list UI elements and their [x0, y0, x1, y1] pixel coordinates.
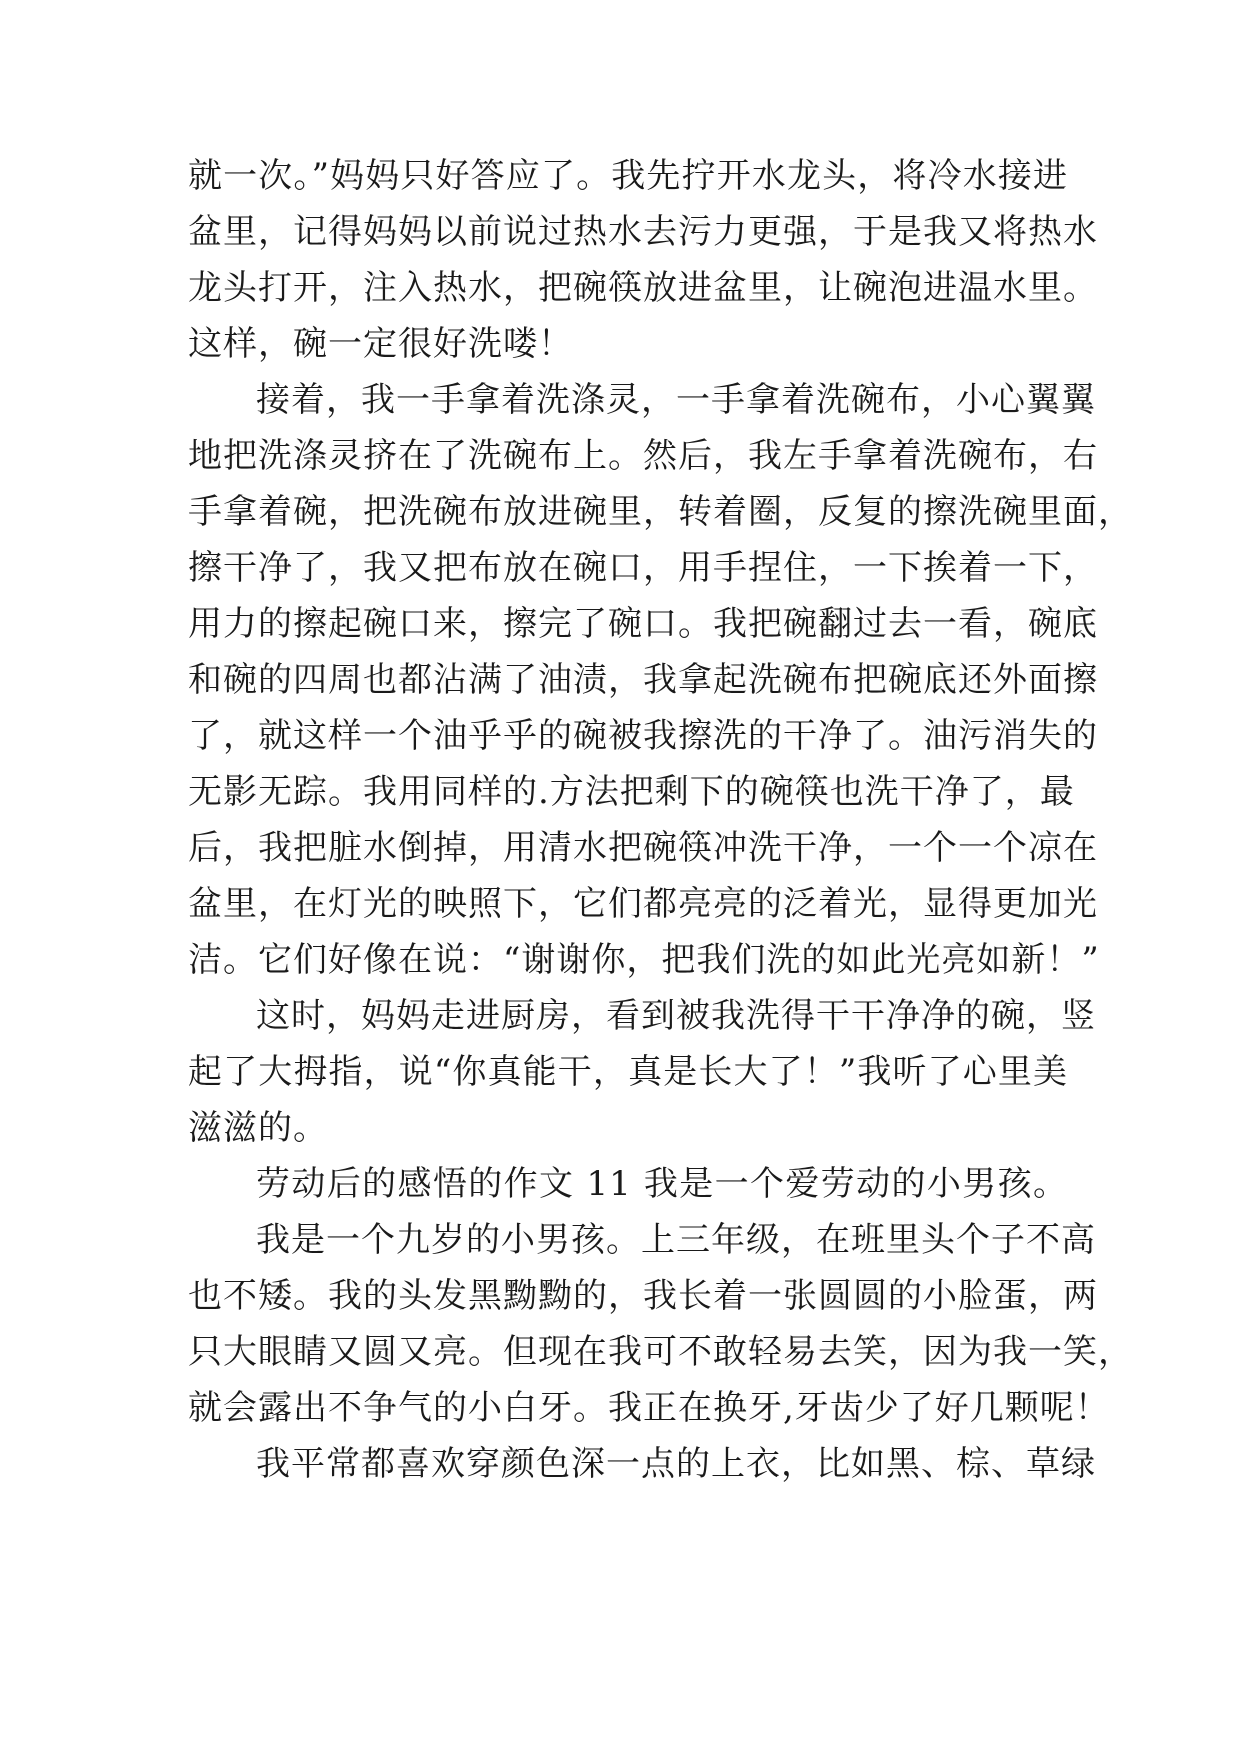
text-line: 滋滋的。 — [188, 1108, 328, 1148]
text-line: 接着，我一手拿着洗涤灵，一手拿着洗碗布，小心翼翼 — [256, 380, 1096, 420]
text-line: 擦干净了，我又把布放在碗口，用手捏住，一下挨着一下， — [188, 548, 1098, 588]
text-line: 无影无踪。我用同样的.方法把剩下的碗筷也洗干净了，最 — [188, 772, 1075, 812]
text-line: 地把洗涤灵挤在了洗碗布上。然后，我左手拿着洗碗布，右 — [188, 436, 1098, 476]
text-line: 盆里，在灯光的映照下，它们都亮亮的泛着光，显得更加光 — [188, 884, 1098, 924]
section-heading: 劳动后的感悟的作文 11 我是一个爱劳动的小男孩。 — [256, 1164, 1068, 1204]
text-line: 这时，妈妈走进厨房，看到被我洗得干干净净的碗，竖 — [256, 996, 1096, 1036]
text-line: 也不矮。我的头发黑黝黝的，我长着一张圆圆的小脸蛋，两 — [188, 1276, 1098, 1316]
text-line: 龙头打开，注入热水，把碗筷放进盆里，让碗泡进温水里。 — [188, 268, 1098, 308]
text-line: 就一次。”妈妈只好答应了。我先拧开水龙头，将冷水接进 — [188, 156, 1068, 196]
text-line: 我平常都喜欢穿颜色深一点的上衣，比如黑、棕、草绿 — [256, 1444, 1096, 1484]
text-line: 只大眼睛又圆又亮。但现在我可不敢轻易去笑，因为我一笑， — [188, 1332, 1133, 1372]
text-line: 用力的擦起碗口来，擦完了碗口。我把碗翻过去一看，碗底 — [188, 604, 1098, 644]
text-line: 盆里，记得妈妈以前说过热水去污力更强，于是我又将热水 — [188, 212, 1098, 252]
text-line: 起了大拇指，说“你真能干，真是长大了！”我听了心里美 — [188, 1052, 1068, 1092]
text-line: 就会露出不争气的小白牙。我正在换牙,牙齿少了好几颗呢！ — [188, 1388, 1110, 1428]
text-line: 后，我把脏水倒掉，用清水把碗筷冲洗干净，一个一个凉在 — [188, 828, 1098, 868]
text-line: 我是一个九岁的小男孩。上三年级，在班里头个子不高 — [256, 1220, 1096, 1260]
text-line: 了，就这样一个油乎乎的碗被我擦洗的干净了。油污消失的 — [188, 716, 1098, 756]
text-line: 手拿着碗，把洗碗布放进碗里，转着圈，反复的擦洗碗里面， — [188, 492, 1133, 532]
text-line: 这样，碗一定很好洗喽！ — [188, 324, 573, 364]
text-line: 洁。它们好像在说：“谢谢你，把我们洗的如此光亮如新！” — [188, 940, 1100, 980]
text-line: 和碗的四周也都沾满了油渍，我拿起洗碗布把碗底还外面擦 — [188, 660, 1098, 700]
